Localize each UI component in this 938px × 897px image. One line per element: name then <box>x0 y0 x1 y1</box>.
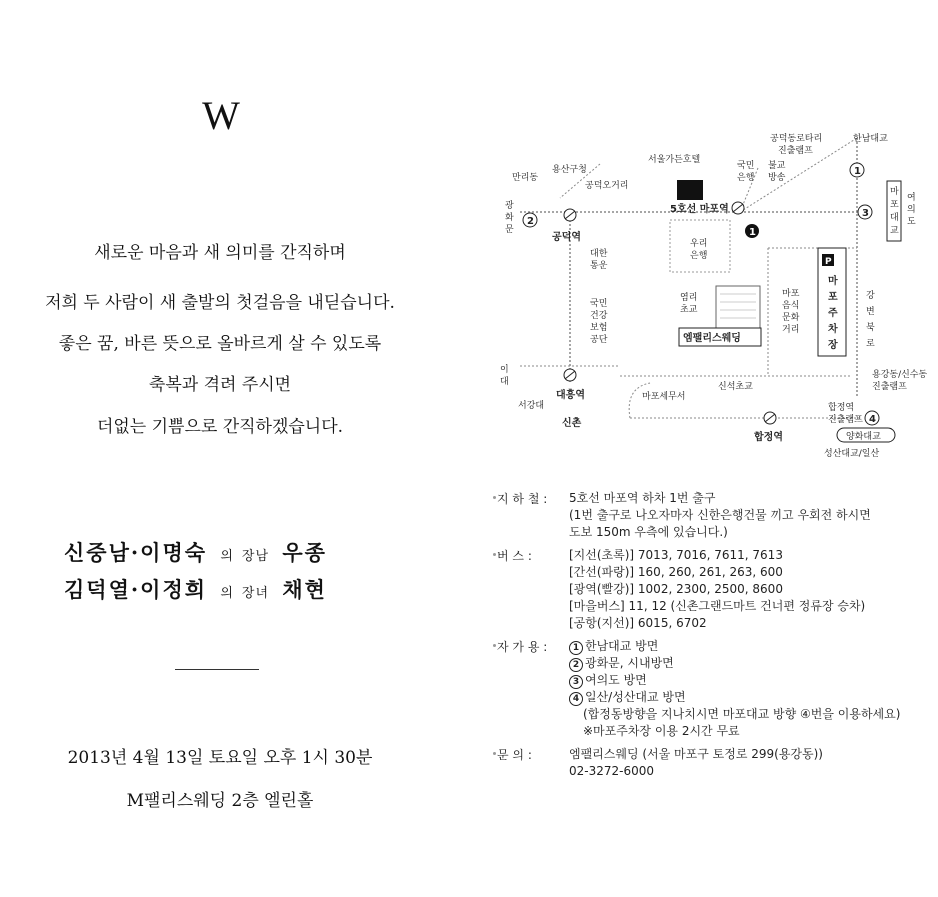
label-kookmin-2: 은행 <box>737 173 755 183</box>
label-nhis-4: 공단 <box>590 335 608 345</box>
label-mallidong: 만리동 <box>512 173 539 183</box>
marker-1: 1 <box>854 166 861 177</box>
car-text-1: 한남대교 방면 <box>585 639 659 653</box>
mapo-station-icon <box>732 202 744 214</box>
label-gwanghwamun-2: 화 <box>505 213 514 223</box>
label-yanghwa: 양화대교 <box>846 432 881 442</box>
message-line-2: 저희 두 사람이 새 출발의 첫걸음을 내딛습니다. <box>45 293 395 313</box>
bus-section <box>497 547 927 632</box>
label-yeolli-2: 초교 <box>680 305 698 315</box>
parking-icon-label: P <box>825 257 832 267</box>
label-food-1: 마포 <box>782 289 800 299</box>
label-hapjeong-ramp-2: 진출램프 <box>828 415 863 425</box>
label-daehan-1: 대한 <box>590 249 608 259</box>
car-note-1: (합정동방향을 지나치시면 마포대교 방향 ④번을 이용하세요) <box>583 707 901 721</box>
bride-of: 의 <box>220 586 234 601</box>
message-line-1: 새로운 마음과 새 의미를 간직하며 <box>94 243 346 263</box>
car-line-2 <box>569 655 927 672</box>
car-section <box>497 638 927 740</box>
car-note-2: ※마포주차장 이용 2시간 무료 <box>583 724 740 738</box>
groom-relation: 장남 <box>241 549 270 564</box>
hapjeong-station-icon <box>764 412 776 424</box>
label-mpalace: 엠팰리스웨딩 <box>683 333 741 344</box>
groom-of: 의 <box>220 549 234 564</box>
label-sinchon: 신촌 <box>562 418 582 429</box>
car-text-3: 여의도 방면 <box>585 673 647 687</box>
label-nhis-3: 보험 <box>590 323 608 333</box>
location-map <box>490 128 928 468</box>
label-woori-1: 우리 <box>690 239 708 249</box>
bride-name: 채현 <box>282 577 327 602</box>
label-gongdeok-rotary: 공덕동로타리 <box>770 134 823 144</box>
label-han-bridge: 한남대교 <box>853 134 888 144</box>
groom-parents: 신중남·이명숙 <box>64 540 208 565</box>
wedding-date: 2013년 4월 13일 토요일 오후 1시 30분 <box>67 748 373 768</box>
bride-relation: 장녀 <box>241 586 270 601</box>
label-hotel: 서울가든호텔 <box>648 155 701 165</box>
label-bulgyo-2: 방송 <box>768 173 786 183</box>
label-yongsan: 용산구청 <box>552 165 587 175</box>
label-bulgyo-1: 불교 <box>768 161 786 171</box>
label-seongsan: 성산대교/일산 <box>824 449 880 459</box>
label-rotary-ramp: 진출램프 <box>778 146 813 156</box>
bride-parents: 김덕열·이정희 <box>64 577 208 602</box>
label-mapo-bridge-3: 대 <box>890 213 899 223</box>
marker-3: 3 <box>862 208 869 219</box>
contact-address: 엠팰리스웨딩 (서울 마포구 토정로 299(용강동)) <box>569 747 823 761</box>
label-yeolli-1: 염리 <box>680 293 698 303</box>
label-yeouido-3: 도 <box>907 217 916 227</box>
label-mapo-tax: 마포세무서 <box>642 392 686 402</box>
label-mapo-station: 5호선 마포역 <box>670 204 729 215</box>
label-gongdeok-station: 공덕역 <box>552 232 581 243</box>
car-line-3 <box>569 672 927 689</box>
label-parking-3: 주 <box>828 308 838 319</box>
monogram-logo: W <box>202 93 238 138</box>
label-food-2: 음식 <box>782 301 800 311</box>
wedding-venue: M팰리스웨딩 2층 엘린홀 <box>126 791 314 811</box>
subway-section <box>497 490 927 541</box>
label-daeheung-station: 대흥역 <box>556 390 585 401</box>
label-yongsan-ramp-2: 진출램프 <box>872 382 907 392</box>
hotel-building <box>677 180 703 200</box>
label-hapjeong-ramp-1: 합정역 <box>828 403 855 413</box>
label-mapo-bridge-1: 마 <box>890 187 899 197</box>
bride-line <box>64 574 327 604</box>
label-food-3: 문화 <box>782 313 800 323</box>
bus-line-4: [마을버스] 11, 12 (신촌그랜드마트 건너편 정류장 승차) <box>569 599 866 613</box>
label-nhis-2: 건강 <box>590 311 608 321</box>
label-sogang: 서강대 <box>518 401 545 411</box>
subway-line-1: 5호선 마포역 하차 1번 출구 <box>569 491 716 505</box>
label-food-4: 거리 <box>782 325 800 335</box>
label-mapo-bridge-2: 포 <box>890 200 899 210</box>
marker-2: 2 <box>527 216 534 227</box>
label-yeouido-1: 여 <box>907 193 916 203</box>
message-line-4: 축복과 격려 주시면 <box>148 375 292 395</box>
gongdeok-station-icon <box>564 209 576 221</box>
car-line-4 <box>569 689 927 706</box>
label-yongsan-ramp-1: 용강동/신수동 <box>872 370 928 380</box>
message-line-5: 더없는 기쁨으로 간직하겠습니다. <box>96 417 344 437</box>
car-label: 자 가 용 : <box>497 640 548 654</box>
subway-line-2: (1번 출구로 나오자마자 신한은행건물 끼고 우회전 하시면 <box>569 508 871 522</box>
label-yeouido-2: 의 <box>907 205 916 215</box>
label-gangbyeon-4: 로 <box>866 339 875 349</box>
label-parking-2: 포 <box>828 292 838 303</box>
contact-phone: 02-3272-6000 <box>569 764 655 778</box>
contact-section <box>497 746 927 780</box>
groom-name: 우종 <box>282 540 327 565</box>
label-mapo-bridge-4: 교 <box>890 226 899 236</box>
subway-line-3: 도보 150m 우측에 있습니다.) <box>569 525 728 539</box>
car-num-1: 1 <box>569 641 583 655</box>
marker-venue: 1 <box>749 227 756 238</box>
label-daehan-2: 통운 <box>590 261 608 271</box>
groom-line <box>64 537 327 567</box>
label-woori-2: 은행 <box>690 251 708 261</box>
label-nhis-1: 국민 <box>590 299 608 309</box>
daeheung-station-icon <box>564 369 576 381</box>
label-parking-4: 차 <box>828 324 838 335</box>
label-kookmin-1: 국민 <box>737 161 755 171</box>
label-parking-5: 장 <box>828 340 838 351</box>
car-text-2: 광화문, 시내방면 <box>585 656 674 670</box>
label-gwanghwamun-1: 광 <box>505 201 514 211</box>
label-gangbyeon-2: 변 <box>866 307 875 317</box>
label-parking-1: 마 <box>828 276 838 287</box>
label-gongdeok-ogeori: 공덕오거리 <box>585 181 629 191</box>
marker-4: 4 <box>869 414 876 425</box>
car-num-3: 3 <box>569 675 583 689</box>
car-num-2: 2 <box>569 658 583 672</box>
label-sinseok: 신석초교 <box>718 382 753 392</box>
label-hapjeong-station: 합정역 <box>754 432 783 443</box>
bus-line-5: [공항(지선)] 6015, 6702 <box>569 616 707 630</box>
bus-label: 버 스 : <box>497 549 532 563</box>
bus-line-3: [광역(빨강)] 1002, 2300, 2500, 8600 <box>569 582 783 596</box>
car-line-1 <box>569 638 927 655</box>
subway-label: 지 하 철 : <box>497 492 548 506</box>
label-gangbyeon-1: 강 <box>866 291 875 301</box>
label-gwanghwamun-3: 문 <box>505 225 514 235</box>
bus-line-2: [간선(파랑)] 160, 260, 261, 263, 600 <box>569 565 783 579</box>
mpalace-building <box>716 286 760 330</box>
car-num-4: 4 <box>569 692 583 706</box>
divider <box>175 669 259 670</box>
directions-info <box>497 490 927 786</box>
car-text-4: 일산/성산대교 방면 <box>585 690 686 704</box>
label-idae-1: 이 <box>500 365 509 375</box>
bus-line-1: [지선(초록)] 7013, 7016, 7611, 7613 <box>569 548 783 562</box>
label-idae-2: 대 <box>500 377 509 387</box>
contact-label: 문 의 : <box>497 748 532 762</box>
label-gangbyeon-3: 북 <box>866 323 875 333</box>
message-line-3: 좋은 꿈, 바른 뜻으로 올바르게 살 수 있도록 <box>58 334 382 354</box>
